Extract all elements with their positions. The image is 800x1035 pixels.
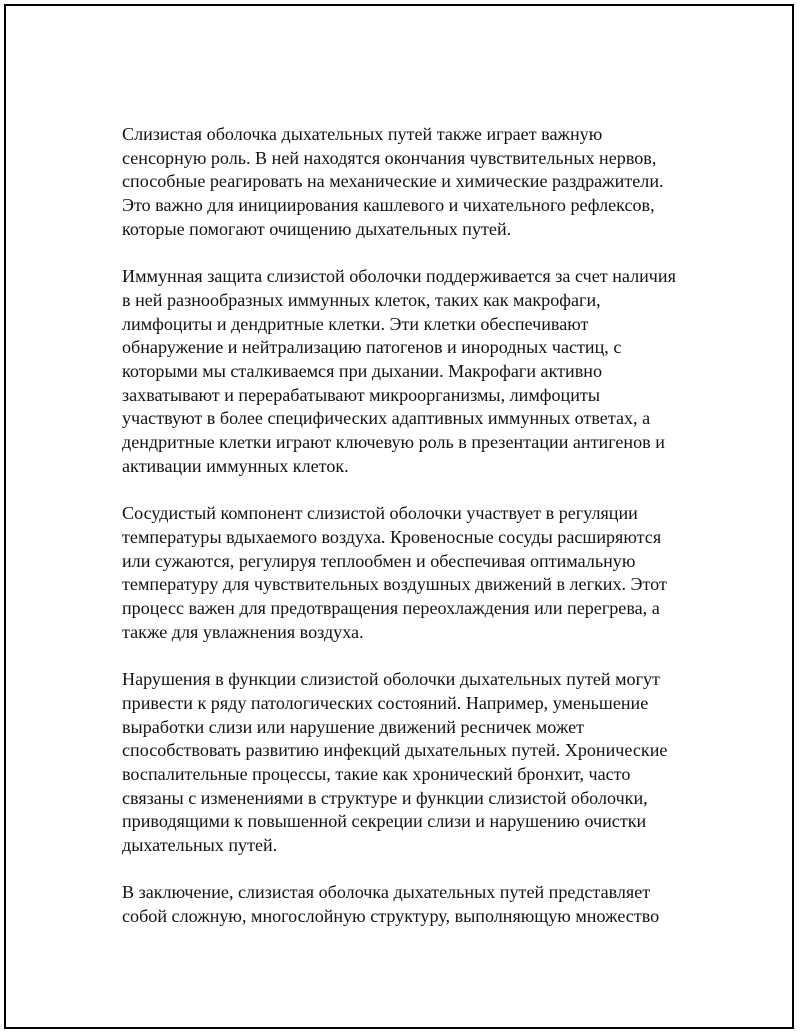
text-line: в ней разнообразных иммунных клеток, таких как макрофаги, — [122, 289, 601, 310]
paragraph-immune-defense — [122, 265, 712, 478]
text-line: Слизистая оболочка дыхательных путей также играет важную — [122, 124, 603, 144]
text-line: захватывают и перерабатывают микроорганизмы, лимфоциты — [122, 384, 600, 405]
text-line: или сужаются, регулируя теплообмен и обеспечивая оптимальную — [122, 550, 636, 571]
text-line: также для увлажнения воздуха. — [122, 621, 364, 642]
text-line: лимфоциты и дендритные клетки. Эти клетки обеспечивают — [122, 313, 589, 334]
paragraph-vascular-component — [122, 502, 712, 644]
text-line: связаны с изменениями в структуре и функции слизистой оболочки, — [122, 787, 648, 808]
text-line: воспалительные процессы, такие как хронический бронхит, часто — [122, 763, 631, 784]
text-line: способные реагировать на механические и химические раздражители. — [122, 171, 664, 192]
text-line: которыми мы сталкиваемся при дыхании. Макрофаги активно — [122, 361, 602, 382]
text-line: выработки слизи или нарушение движений ресничек может — [122, 716, 585, 737]
page-frame — [4, 4, 794, 1029]
paragraph-conclusion — [122, 881, 712, 928]
text-line: приводящими к повышенной секреции слизи и нарушению очистки — [122, 811, 647, 832]
paragraph-dysfunction — [122, 668, 712, 858]
text-line: сенсорную роль. В ней находятся окончания чувствительных нервов, — [122, 147, 657, 168]
text-line: активации иммунных клеток. — [122, 455, 349, 476]
text-line: Сосудистый компонент слизистой оболочки участвует в регуляции — [122, 503, 638, 524]
text-line: В заключение, слизистая оболочка дыхательных путей представляет — [122, 882, 651, 903]
text-line: дендритные клетки играют ключевую роль в презентации антигенов и — [122, 432, 665, 453]
text-line: температуры вдыхаемого воздуха. Кровеносные сосуды расширяются — [122, 526, 662, 547]
text-line: дыхательных путей. — [122, 835, 278, 856]
document-body — [122, 123, 712, 953]
text-line: Нарушения в функции слизистой оболочки дыхательных путей могут — [122, 669, 660, 690]
text-line: привести к ряду патологических состояний. Например, уменьшение — [122, 692, 649, 713]
text-line: температуру для чувствительных воздушных движений в легких. Этот — [122, 574, 667, 595]
text-line: которые помогают очищению дыхательных путей. — [122, 218, 512, 239]
text-line: способствовать развитию инфекций дыхательных путей. Хронические — [122, 740, 668, 761]
text-line: Это важно для инициирования кашлевого и чихательного рефлексов, — [122, 195, 655, 216]
paragraph-sensory-role — [122, 123, 712, 242]
text-line: процесс важен для предотвращения переохлаждения или перегрева, а — [122, 598, 660, 619]
text-line: обнаружение и нейтрализацию патогенов и инородных частиц, с — [122, 337, 622, 358]
text-line: Иммунная защита слизистой оболочки поддерживается за счет наличия — [122, 266, 676, 287]
text-line: собой сложную, многослойную структуру, выполняющую множество — [122, 906, 660, 927]
text-line: участвуют в более специфических адаптивных иммунных ответах, а — [122, 408, 651, 429]
